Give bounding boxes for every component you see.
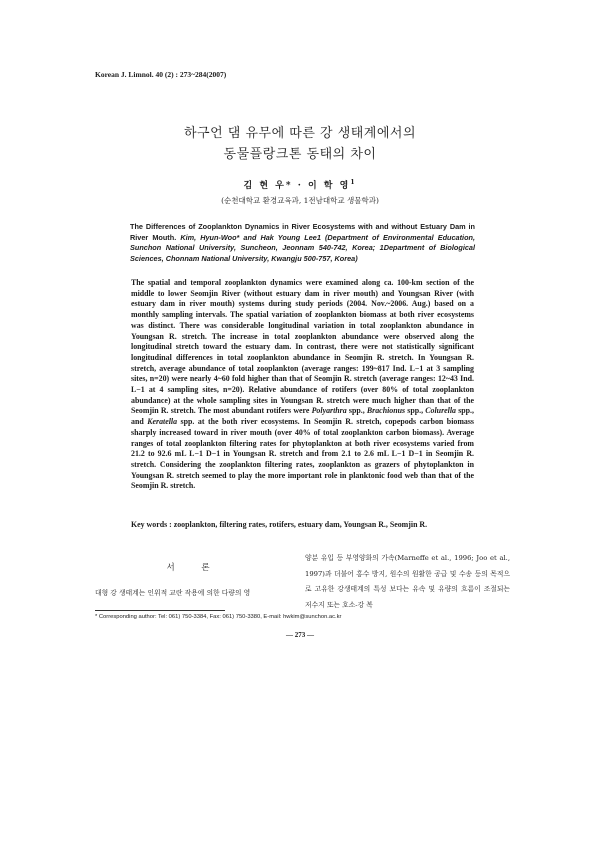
footnote: * Corresponding author: Tel: 061) 750-3384, Fax: 061) 750-3380, E-mail: hwkim@sunchon.ac.kr xyxy=(95,614,342,620)
body-paragraph: 대형 강 생태계는 인위적 교란 작용에 의한 다량의 영 xyxy=(95,589,251,597)
english-title: The Differences of Zooplankton Dynamics in River Ecosystems with and without Estuary Dam in River Mouth. xyxy=(130,222,475,242)
abstract-text: The spatial and temporal zooplankton dynamics were examined along ca. 100-km section of the middle to lower Seomjin River (without estuary dam in river mouth) and Youngsan River (with estuary dam in river mouth) systems during study periods (2004. Nov.~2006. Aug.) based on a monthly sampling intervals. The spatial variation of zooplankton biomass at both river ecosystems was distinct. There was considerable longitudinal variation in total zooplankton abundance in Youngsan R. stretch. The increase in total zooplankton abundance were observed along the longitudinal stretch toward the estuary dam. In contrast, there were not statistically significant longitudinal differences in total zooplankton abundance in Seomjin R. stretch. In Youngsan R. stretch, average abundance of total zooplankton (average ranges: 199~817 Ind. L−1 at 3 sampling sites, n=20) were nearly 4~60 fold higher than that of Seomjin R. stretch (average ranges: 12~43 Ind. L−1 at 4 sampling sites, n=20). Relative abundance of rotifers (over 80% of total zooplankton abundance) at the whole sampling sites in Youngsan R. stretch were much higher than that of the Seomjin R. stretch. The most abundant rotifers were xyxy=(131,278,474,416)
page-number: — 273 — xyxy=(286,631,314,639)
korean-affiliation: (순천대학교 환경교육과, 1전남대학교 생물학과) xyxy=(221,196,379,205)
species-name: Polyarthra xyxy=(311,406,347,416)
abstract xyxy=(131,278,474,492)
right-column: 양분 유입 등 부영양화의 가속(Marneffe et al., 1996; Joo et al., 1997)과 더불어 홍수 방지, 원수의 원활한 공급 및 수송 등의 목적으로 고유한 강생태계의 특성 보다는 유속 및 유량의 흐름이 조절되는 저수지 또는 호소-강 복 xyxy=(305,554,510,609)
species-name: Keratella xyxy=(147,417,178,427)
author-superscript: 1 xyxy=(350,179,357,186)
korean-authors xyxy=(0,178,600,191)
left-column xyxy=(95,557,293,599)
abstract-text: spp., xyxy=(346,406,367,416)
section-heading: 서 론 xyxy=(166,563,222,573)
korean-title-line1: 하구언 댐 유무에 따른 강 생태계에서의 xyxy=(183,126,417,141)
footnote-rule xyxy=(95,610,225,611)
korean-authors-names: 김 현 우* · 이 학 영 xyxy=(243,181,351,191)
korean-title-line2: 동물플랑크톤 동태의 차이 xyxy=(223,147,377,162)
english-authors: Kim, Hyun-Woo* and Hak Young Lee1 xyxy=(180,232,321,242)
species-name: Colurella xyxy=(425,406,456,416)
abstract-text: spp. at the both river ecosystems. In Seomjin R. stretch, copepods carbon biomass sharply increased toward in river mouth (over 40% of total zooplankton carbon biomass). Average ranges of total zooplankton filtering rates for phytoplankton at both river ecosystems varied from 21.2 to 92.6 mL L−1 D−1 in Youngsan R. stretch and from 2.1 to 2.6 mL L−1 D−1 in Seomjin R. stretch. Considering the zooplankton filtering rates, zooplankton as grazers of phytoplankton in Youngsan R. stretch seemed to play the more important role in planktonic food web than that of the Seomjin R. stretch. xyxy=(131,417,474,491)
english-title-block xyxy=(130,222,475,264)
keywords: Key words : zooplankton, filtering rates, rotifers, estuary dam, Youngsan R., Seomjin R. xyxy=(131,520,428,529)
korean-title xyxy=(0,123,600,165)
journal-citation: Korean J. Limnol. 40 (2) : 273~284(2007) xyxy=(95,70,227,79)
english-affiliation: (Department of Environmental Education, Sunchon National University, Suncheon, Jeonnam 540-742, Korea; 1Department of Biological Sciences, Chonnam National University, Kwangju 500-757, Korea) xyxy=(130,232,476,263)
abstract-text: spp., xyxy=(405,406,426,416)
species-name: Brachionus xyxy=(366,406,406,416)
abstract-text: spp., and xyxy=(131,406,474,427)
